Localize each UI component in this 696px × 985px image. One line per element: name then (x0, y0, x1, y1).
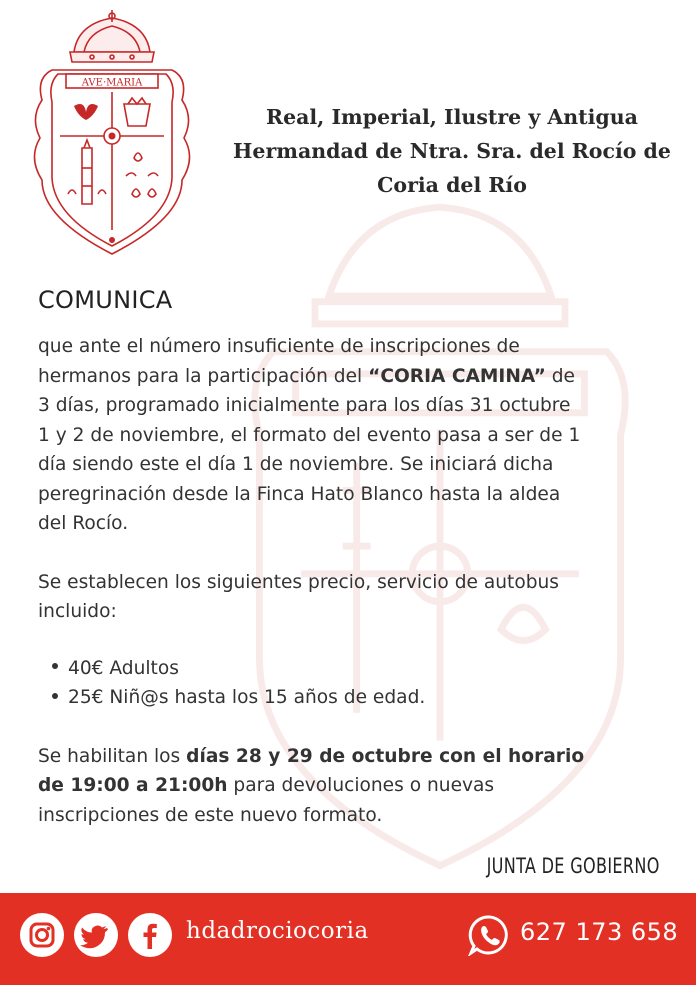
price-item-children: 25€ Niñ@s hasta los 15 años de edad. (52, 683, 673, 713)
bullet-icon (52, 693, 58, 699)
title-line-1: Real, Imperial, Ilustre y Antigua (266, 105, 638, 129)
bullet-icon (52, 663, 58, 669)
paragraph-cancellation: que ante el número insuficiente de inscripciones de hermanos para la participación del “CORIA CAMINA” de 3 días, programado inicialmente para los días 31 octubre 1 y 2 de noviembre, el formato del evento pasa a ser de 1 día siendo este el día 1 de noviembre. Se iniciará dicha peregrinación desde la Finca Hato Blanco hasta la aldea del Rocío. (38, 336, 581, 534)
instagram-icon[interactable] (20, 913, 64, 957)
notice-body (38, 332, 673, 830)
price-list (38, 654, 673, 713)
event-name: “CORIA CAMINA” (368, 365, 546, 387)
title-line-2: Hermandad de Ntra. Sra. del Rocío de (233, 139, 671, 163)
notice-heading: COMUNICA (38, 286, 173, 314)
paragraph-prices-intro: Se establecen los siguientes precio, servicio de autobus incluido: (38, 571, 559, 622)
whatsapp-icon (468, 914, 510, 956)
title-line-3: Coria del Río (377, 173, 527, 197)
phone-number[interactable]: 627 173 658 (520, 918, 679, 946)
social-handle[interactable]: hdadrociocoria (186, 918, 369, 944)
brotherhood-crest-logo (22, 8, 202, 260)
schedule-days: días 28 y 29 de octubre con el horario (186, 745, 585, 767)
paragraph-schedule: Se habilitan los días 28 y 29 de octubre con el horario de 19:00 a 21:00h para devoluciones o nuevas inscripciones de este nuevo formato. (38, 745, 585, 826)
brotherhood-title (222, 100, 682, 202)
price-item-adults: 40€ Adultos (52, 654, 673, 684)
schedule-hours: de 19:00 a 21:00h (38, 775, 228, 796)
crest-motto: AVE·MARIA (81, 77, 143, 89)
signature: JUNTA DE GOBIERNO (486, 854, 660, 878)
facebook-icon[interactable] (128, 913, 172, 957)
twitter-icon[interactable] (74, 913, 118, 957)
